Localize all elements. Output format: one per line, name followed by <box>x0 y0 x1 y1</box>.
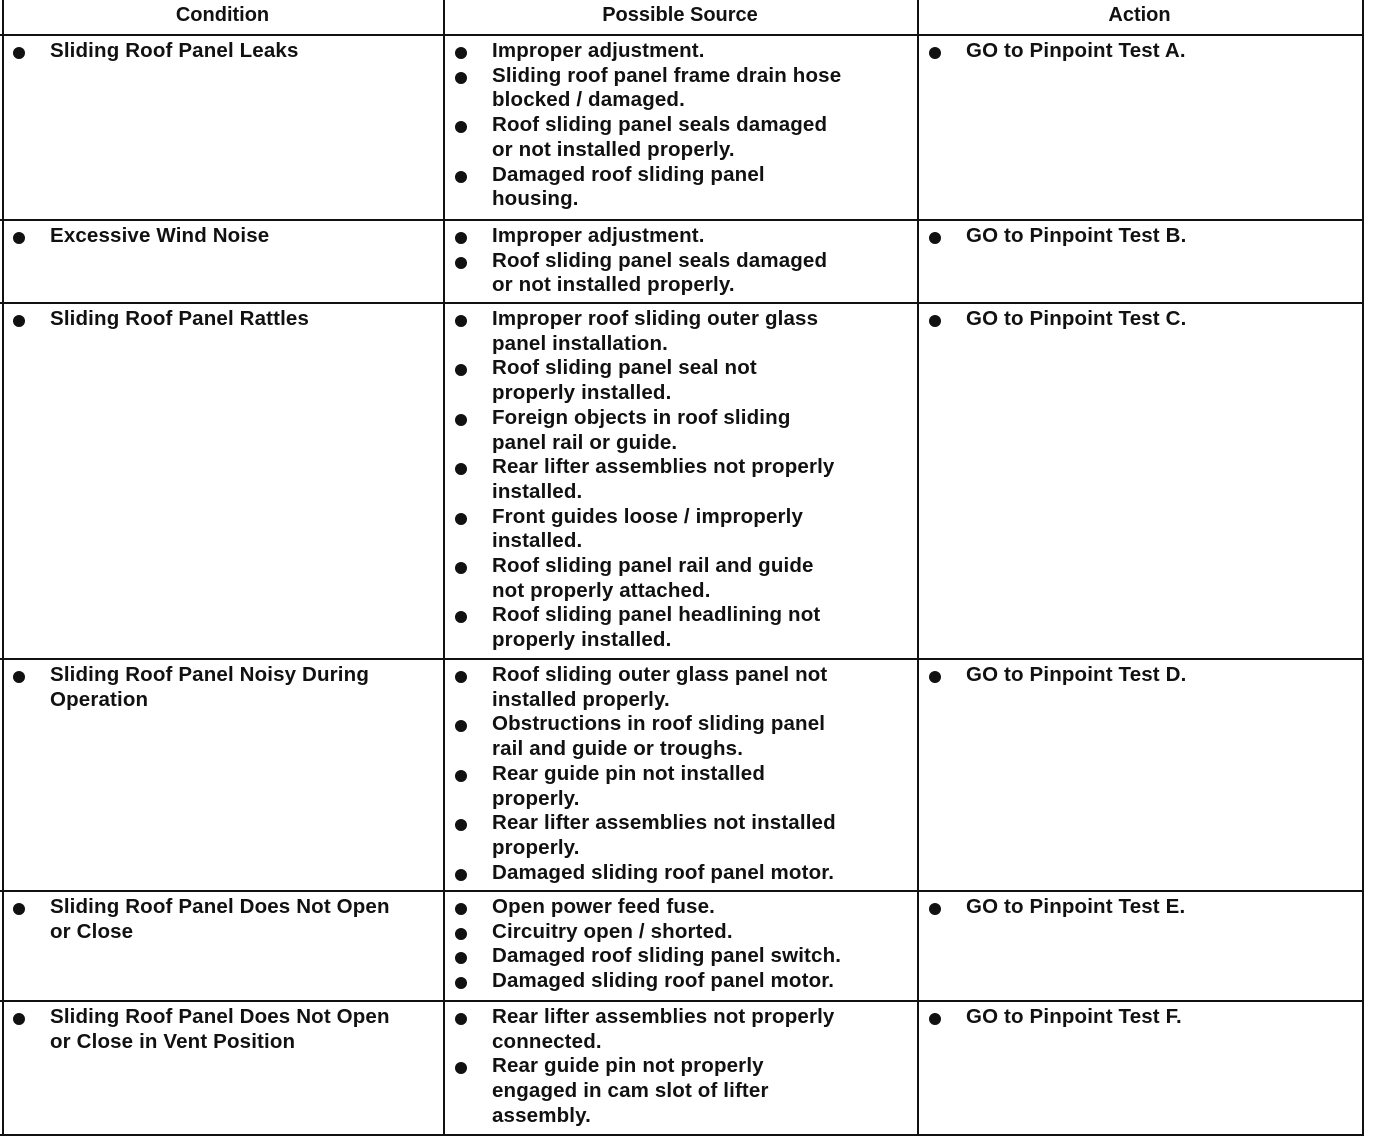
item-text: Rear lifter assemblies not properly connected. <box>492 1005 835 1053</box>
bullet-icon <box>455 364 467 376</box>
action-item <box>918 224 1186 249</box>
condition-item <box>2 663 369 712</box>
bullet-icon <box>13 903 25 915</box>
item-text: Damaged roof sliding panel housing. <box>492 162 765 211</box>
bullet-icon <box>455 903 467 915</box>
row-rule <box>0 219 1364 221</box>
item-text: Obstructions in roof sliding panel rail and guide or troughs. <box>492 712 826 761</box>
item-text: GO to Pinpoint Test B. <box>966 224 1187 247</box>
condition-cell <box>2 895 390 944</box>
item-text: Circuitry open / shorted. <box>492 919 733 943</box>
item-text: Improper roof sliding outer glass panel installation. <box>492 307 819 355</box>
bullet-icon <box>13 671 25 683</box>
header-possible-source: Possible Source <box>602 4 758 26</box>
item-text: Roof sliding panel headlining not properly installed. <box>492 603 821 652</box>
item-text: Roof sliding panel seals damaged or not installed properly. <box>492 248 828 297</box>
bullet-icon <box>929 1013 941 1025</box>
condition-cell <box>2 39 299 64</box>
row-rule <box>0 890 1364 892</box>
source-item <box>444 861 836 886</box>
bullet-icon <box>455 562 467 574</box>
bullet-icon <box>455 463 467 475</box>
item-text: GO to Pinpoint Test A. <box>966 39 1186 62</box>
item-text: Sliding Roof Panel Leaks <box>50 39 299 62</box>
item-text: Sliding Roof Panel Noisy During Operation <box>50 663 369 711</box>
item-text: Improper adjustment. <box>492 224 705 247</box>
item-text: Roof sliding panel rail and guide not properly attached. <box>492 554 814 602</box>
bullet-icon <box>13 47 25 59</box>
item-text: Roof sliding panel seal not properly installed. <box>492 356 757 405</box>
source-item <box>444 663 836 712</box>
item-text: Front guides loose / improperly installed. <box>492 504 804 553</box>
bullet-icon <box>929 47 941 59</box>
bullet-icon <box>455 257 467 269</box>
row-rule <box>0 1134 1364 1136</box>
bullet-icon <box>455 869 467 881</box>
header-condition: Condition <box>175 4 270 26</box>
item-text: Sliding Roof Panel Does Not Open or Close <box>50 895 390 943</box>
action-cell <box>918 39 1186 64</box>
column-rule <box>917 0 919 1136</box>
source-item <box>444 406 834 455</box>
source-item <box>444 712 836 761</box>
source-item <box>444 1054 834 1128</box>
source-item <box>444 224 827 249</box>
condition-item <box>2 1005 390 1054</box>
bullet-icon <box>455 770 467 782</box>
item-text: Rear guide pin not installed properly. <box>492 761 766 810</box>
item-text: Rear lifter assemblies not properly installed. <box>492 455 835 503</box>
item-text: GO to Pinpoint Test D. <box>966 663 1187 686</box>
bullet-icon <box>455 47 467 59</box>
source-item <box>444 505 834 554</box>
row-rule <box>0 658 1364 660</box>
item-text: Sliding Roof Panel Does Not Open or Close in Vent Position <box>50 1005 390 1053</box>
source-item <box>444 455 834 504</box>
action-cell <box>918 307 1186 332</box>
item-text: Damaged sliding roof panel motor. <box>492 860 835 884</box>
source-cell <box>444 307 834 653</box>
action-item <box>918 663 1186 688</box>
item-text: Damaged roof sliding panel switch. <box>492 944 842 968</box>
source-cell <box>444 663 836 885</box>
row-rule <box>0 1000 1364 1002</box>
source-item <box>444 603 834 652</box>
bullet-icon <box>13 1013 25 1025</box>
bullet-icon <box>455 671 467 683</box>
bullet-icon <box>455 952 467 964</box>
action-item <box>918 39 1186 64</box>
item-text: Foreign objects in roof sliding panel rail or guide. <box>492 405 791 454</box>
condition-item <box>2 307 309 332</box>
bullet-icon <box>455 121 467 133</box>
source-item <box>444 1005 834 1054</box>
source-item <box>444 307 834 356</box>
item-text: Rear guide pin not properly engaged in cam slot of lifter assembly. <box>492 1054 769 1127</box>
source-item <box>444 762 836 811</box>
source-item <box>444 920 841 945</box>
source-item <box>444 113 841 162</box>
bullet-icon <box>929 671 941 683</box>
source-cell <box>444 224 827 298</box>
bullet-icon <box>455 171 467 183</box>
bullet-icon <box>455 977 467 989</box>
action-item <box>918 1005 1182 1030</box>
condition-cell <box>2 224 269 249</box>
bullet-icon <box>455 1062 467 1074</box>
action-cell <box>918 1005 1182 1030</box>
item-text: Roof sliding outer glass panel not installed properly. <box>492 663 828 711</box>
bullet-icon <box>455 1013 467 1025</box>
source-item <box>444 39 841 64</box>
source-cell <box>444 1005 834 1129</box>
item-text: GO to Pinpoint Test F. <box>966 1005 1182 1028</box>
item-text: GO to Pinpoint Test C. <box>966 307 1187 330</box>
row-rule <box>0 34 1364 36</box>
item-text: Open power feed fuse. <box>492 895 715 918</box>
condition-cell <box>2 1005 390 1054</box>
header-action: Action <box>1108 4 1171 26</box>
column-rule <box>1362 0 1364 1136</box>
condition-item <box>2 895 390 944</box>
condition-item <box>2 39 299 64</box>
source-cell <box>444 895 841 994</box>
item-text: Sliding Roof Panel Rattles <box>50 307 310 330</box>
bullet-icon <box>929 903 941 915</box>
item-text: Roof sliding panel seals damaged or not installed properly. <box>492 113 828 161</box>
column-rule <box>2 0 4 1136</box>
source-item <box>444 811 836 860</box>
action-item <box>918 307 1186 332</box>
source-item <box>444 944 841 969</box>
source-item <box>444 554 834 603</box>
source-cell <box>444 39 841 212</box>
source-item <box>444 163 841 212</box>
source-item <box>444 356 834 405</box>
condition-cell <box>2 663 369 712</box>
bullet-icon <box>929 232 941 244</box>
bullet-icon <box>13 315 25 327</box>
item-text: GO to Pinpoint Test E. <box>966 895 1186 918</box>
action-cell <box>918 895 1185 920</box>
bullet-icon <box>455 513 467 525</box>
item-text: Rear lifter assemblies not installed properly. <box>492 811 836 859</box>
source-item <box>444 895 841 920</box>
bullet-icon <box>13 232 25 244</box>
bullet-icon <box>455 819 467 831</box>
bullet-icon <box>455 720 467 732</box>
source-item <box>444 64 841 113</box>
item-text: Improper adjustment. <box>492 39 705 62</box>
source-item <box>444 249 827 298</box>
bullet-icon <box>455 928 467 940</box>
row-rule <box>0 302 1364 304</box>
bullet-icon <box>455 611 467 623</box>
source-item <box>444 969 841 994</box>
action-cell <box>918 224 1186 249</box>
action-item <box>918 895 1185 920</box>
condition-item <box>2 224 269 249</box>
bullet-icon <box>455 232 467 244</box>
bullet-icon <box>455 414 467 426</box>
item-text: Damaged sliding roof panel motor. <box>492 969 835 993</box>
condition-cell <box>2 307 309 332</box>
bullet-icon <box>455 315 467 327</box>
action-cell <box>918 663 1186 688</box>
item-text: Sliding roof panel frame drain hose blocked / damaged. <box>492 63 842 112</box>
item-text: Excessive Wind Noise <box>50 224 270 247</box>
bullet-icon <box>929 315 941 327</box>
bullet-icon <box>455 72 467 84</box>
